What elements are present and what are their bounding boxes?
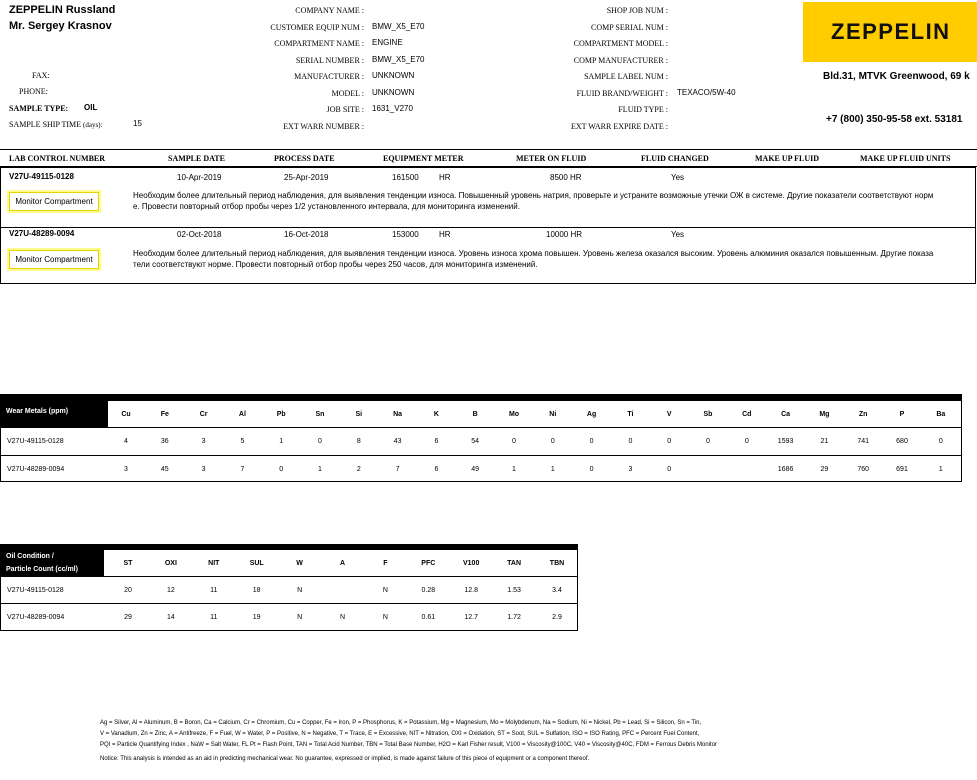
wear-metals-cell: 8 xyxy=(356,438,361,445)
wear-metals-cell: 36 xyxy=(160,438,169,445)
wear-metals-cell: 2 xyxy=(356,466,361,473)
sample-field-label-4: SAMPLE LABEL NUM : xyxy=(584,72,668,81)
sample-2-lab-number: V27U-48289-0094 xyxy=(9,229,75,238)
equip-field-label-4: MANUFACTURER : xyxy=(294,72,364,81)
wear-metals-cell: 7 xyxy=(395,466,400,473)
oil-condition-header-pfc: PFC xyxy=(421,560,436,567)
oil-condition-cell: 0.61 xyxy=(421,614,436,621)
header-fluid-changed: FLUID CHANGED xyxy=(641,154,709,163)
contact-phone: +7 (800) 350-95-58 ext. 53181 xyxy=(826,114,963,125)
fax-label: FAX: xyxy=(32,71,50,80)
wear-metals-cell: 1 xyxy=(938,466,943,473)
wear-metals-cell: 5 xyxy=(240,438,245,445)
wear-metals-header-sb: Sb xyxy=(703,411,713,418)
oil-condition-cell: 12 xyxy=(166,587,175,594)
wear-metals-cell: 1 xyxy=(318,466,322,473)
wear-metals-cell: 760 xyxy=(857,466,870,473)
sample-field-label-6: FLUID TYPE : xyxy=(618,105,668,114)
sample-field-label-7: EXT WARR EXPIRE DATE : xyxy=(570,121,668,131)
wear-metals-cell: 3 xyxy=(124,466,128,473)
oil-condition-cell: 20 xyxy=(124,587,132,594)
wear-metals-cell: 49 xyxy=(471,466,480,473)
sample-2-fluid-changed: Yes xyxy=(671,230,685,239)
wear-metals-cell: 45 xyxy=(160,466,169,473)
oil-condition-header-oxi: OXI xyxy=(164,560,177,567)
header-meter-on-fluid: METER ON FLUID xyxy=(516,154,587,163)
wear-metals-cell: 680 xyxy=(896,438,908,445)
oil-condition-cell: 3.4 xyxy=(552,587,562,594)
abbreviation-legend: Ag = Silver, Al = Aluminum, B = Boron, Ca = Calcium, Cr = Chromium, Cu = Copper, Fe = Iron, P = Phosphorus, K = Potassium, Mg = Magnesium, Mo = Molybdenum, Na = Sodium, Ni = Nickel, Pb = Lead, Si = Silicon, Sn = Tin, V = Vanadium, Zn = Zinc, A = Antifreeze, F = Fuel, W = Water, P = Positive, N = Negative, T = Trace, E = Excessive, NIT = Nitration, OXI = Oxidation, ST = Soot, SUL = Sulfation, ISO = ISO Rating, PFC = Percent Fuel Content, PQI = Particle Quantifying Index , NaW = Salt Water, FL Pt = Flash Point, TAN = Total Acid Number, TBN = Total Base Number, H2O = Karl Fisher result, V100 = Viscosity@100C, V40 = Viscosity@40C, FDM = Ferrous Debris Monitor xyxy=(100,720,718,748)
wear-metals-header-sn: Sn xyxy=(315,411,325,418)
header-process-date: PROCESS DATE xyxy=(274,154,335,163)
oil-condition-header-tan: TAN xyxy=(507,560,522,567)
wear-metals-cell: 3 xyxy=(201,466,206,473)
sample-1-status-badge: Monitor Compartment xyxy=(9,192,99,211)
oil-condition-title: Oil Condition / Particle Count (cc/ml) xyxy=(6,553,78,573)
sample-field-label-0: SHOP JOB NUM : xyxy=(606,6,668,15)
sample-field-value-5: TEXACO/5W-40 xyxy=(677,87,736,97)
oil-condition-header-sul: SUL xyxy=(249,560,264,567)
address: Bld.31, MTVK Greenwood, 69 k xyxy=(823,71,970,82)
wear-metals-cell: 0 xyxy=(628,438,633,445)
sample-2-process-date: 16-Oct-2018 xyxy=(284,230,329,239)
oil-condition-cell: 1.53 xyxy=(507,587,521,594)
wear-metals-header-pb: Pb xyxy=(276,411,286,418)
wear-metals-cell: 741 xyxy=(857,438,870,445)
equip-field-value-3: BMW_X5_E70 xyxy=(372,54,425,64)
oil-condition-cell: N xyxy=(297,587,303,594)
wear-metals-row-label: V27U-49115-0128 xyxy=(7,438,64,445)
wear-metals-cell: 6 xyxy=(434,466,439,473)
sample-1-equipment-meter: 161500 xyxy=(392,173,419,182)
wear-metals-header-mg: Mg xyxy=(819,411,830,418)
wear-metals-cell: 3 xyxy=(628,466,633,473)
oil-condition-row-label: V27U-48289-0094 xyxy=(7,614,65,621)
company-name: ZEPPELIN Russland xyxy=(9,4,116,16)
equip-field-value-4: UNKNOWN xyxy=(372,71,415,80)
phone-label: PHONE: xyxy=(19,87,48,96)
oil-condition-cell: 12.7 xyxy=(464,614,478,621)
oil-condition-header-st: ST xyxy=(123,560,133,567)
equip-field-value-6: 1631_V270 xyxy=(372,104,413,113)
header-lab-control-number: LAB CONTROL NUMBER xyxy=(9,154,106,163)
oil-condition-cell: 11 xyxy=(210,614,218,621)
sample-field-label-1: COMP SERIAL NUM : xyxy=(591,22,668,32)
sample-1-process-date: 25-Apr-2019 xyxy=(284,173,329,182)
wear-metals-cell: 6 xyxy=(434,438,439,445)
equip-field-label-2: COMPARTMENT NAME : xyxy=(274,39,364,48)
wear-metals-cell: 0 xyxy=(938,438,943,445)
sample-type-value: OIL xyxy=(84,103,98,112)
oil-condition-cell: N xyxy=(339,614,346,621)
wear-metals-header-fe: Fe xyxy=(160,411,169,418)
wear-metals-header-zn: Zn xyxy=(858,411,868,418)
sample-2-equipment-meter: 153000 xyxy=(392,230,419,239)
equip-field-label-7: EXT WARR NUMBER : xyxy=(283,121,364,131)
header-sample-date: SAMPLE DATE xyxy=(168,154,225,163)
wear-metals-cell: 0 xyxy=(589,438,594,445)
wear-metals-cell: 3 xyxy=(201,438,206,445)
wear-metals-title: Wear Metals (ppm) xyxy=(6,408,69,415)
oil-condition-cell: 12.8 xyxy=(464,587,478,594)
wear-metals-header-cu: Cu xyxy=(121,411,131,418)
sample-1-fluid-changed: Yes xyxy=(671,173,685,182)
wear-metals-header-k: K xyxy=(433,411,439,418)
wear-metals-header-p: P xyxy=(899,411,905,418)
wear-metals-cell: 1 xyxy=(512,466,516,473)
wear-metals-cell: 1 xyxy=(279,438,284,445)
oil-condition-cell: N xyxy=(382,614,388,621)
wear-metals-cell: 7 xyxy=(240,466,245,473)
sample-1-equipment-unit: HR xyxy=(439,173,451,182)
header-equipment-meter: EQUIPMENT METER xyxy=(383,154,464,163)
equip-field-label-6: JOB SITE : xyxy=(326,105,364,114)
sample-type-label: SAMPLE TYPE: xyxy=(9,104,69,113)
wear-metals-cell: 0 xyxy=(318,438,322,445)
sample-1-note: Необходим более длительный период наблюдения, для выявления тенденции износа. Повышенный уровень натрия, проверьте и устраните возможные утечки ОЖ в системе. Другие показатели соответствуют норм е. Провести повторный отбор пробы через 1/2 установленного интервала, для мониторинга изменений. xyxy=(133,191,934,211)
wear-metals-cell: 0 xyxy=(550,438,555,445)
notice: Notice: This analysis is intended as an aid in predicting mechanical wear. No guarantee, expressed or implied, is made against failure of this piece of equipment or a component thereof. xyxy=(100,756,590,762)
wear-metals-cell: 4 xyxy=(124,438,128,445)
wear-metals-cell: 0 xyxy=(706,438,710,445)
header-make-up-fluid: MAKE UP FLUID xyxy=(755,154,819,163)
wear-metals-cell: 21 xyxy=(820,438,829,445)
wear-metals-header-mo: Mo xyxy=(508,411,520,418)
wear-metals-cell: 1593 xyxy=(777,438,794,445)
oil-condition-header-tbn: TBN xyxy=(549,560,565,567)
wear-metals-cell: 29 xyxy=(820,466,829,473)
wear-metals-cell: 43 xyxy=(393,438,402,445)
contact-name: Mr. Sergey Krasnov xyxy=(9,20,112,32)
equip-field-value-2: ENGINE xyxy=(372,38,403,47)
wear-metals-header-ag: Ag xyxy=(586,411,597,418)
wear-metals-header-ti: Ti xyxy=(627,411,634,418)
sample-ship-time-label: SAMPLE SHIP TIME (days): xyxy=(9,120,103,129)
wear-metals-header-na: Na xyxy=(393,411,403,418)
wear-metals-header-cd: Cd xyxy=(742,411,752,418)
oil-condition-cell: 29 xyxy=(124,614,132,621)
wear-metals-cell: 1 xyxy=(550,466,555,473)
wear-metals-header-al: Al xyxy=(238,411,246,418)
equip-field-label-1: CUSTOMER EQUIP NUM : xyxy=(270,22,364,32)
wear-metals-header-ba: Ba xyxy=(936,411,946,418)
wear-metals-cell: 0 xyxy=(589,466,594,473)
wear-metals-row-label: V27U-48289-0094 xyxy=(7,466,65,473)
oil-condition-cell: 19 xyxy=(252,614,261,621)
equip-field-value-1: BMW_X5_E70 xyxy=(372,21,425,31)
sample-field-label-5: FLUID BRAND/WEIGHT : xyxy=(576,88,668,98)
sample-ship-time-value: 15 xyxy=(133,119,142,128)
oil-condition-cell: N xyxy=(297,614,303,621)
header-make-up-fluid-units: MAKE UP FLUID UNITS xyxy=(860,154,951,163)
wear-metals-header-b: B xyxy=(472,411,478,418)
sample-1-sample-date: 10-Apr-2019 xyxy=(177,173,222,182)
wear-metals-header-ni: Ni xyxy=(549,411,557,418)
oil-condition-cell: 11 xyxy=(210,587,218,594)
zeppelin-logo: ZEPPELIN xyxy=(803,2,977,62)
sample-2-note: Необходим более длительный период наблюдения, для выявления тенденции износа. Уровень износа хрома повышен. Уровень железа оказался высоким. Уровень алюминия оказался повышенным. Другие показа тели соответствуют норме. Провести повторный отбор пробы через 250 часов, для мониторинга изменений. xyxy=(133,249,934,269)
oil-condition-cell: 2.9 xyxy=(552,614,562,621)
sample-field-label-3: COMP MANUFACTURER : xyxy=(573,55,668,65)
wear-metals-header-v: V xyxy=(666,411,672,418)
sample-1-lab-number: V27U-49115-0128 xyxy=(9,172,74,181)
oil-condition-header-v100: V100 xyxy=(463,560,480,567)
sample-1-meter-on-fluid: 8500 HR xyxy=(550,173,582,182)
wear-metals-cell: 691 xyxy=(896,466,908,473)
oil-condition-cell: 0.28 xyxy=(421,587,436,594)
wear-metals-cell: 1686 xyxy=(777,466,794,473)
oil-condition-header-nit: NIT xyxy=(208,560,220,567)
oil-condition-header-f: F xyxy=(383,560,388,567)
wear-metals-cell: 0 xyxy=(667,438,672,445)
equip-field-label-0: COMPANY NAME : xyxy=(295,6,364,15)
sample-2-status-badge: Monitor Compartment xyxy=(9,250,99,269)
oil-condition-cell: 1.72 xyxy=(507,614,521,621)
equip-field-label-5: MODEL : xyxy=(331,88,364,98)
equip-field-label-3: SERIAL NUMBER : xyxy=(295,55,364,65)
sample-2-equipment-unit: HR xyxy=(439,230,451,239)
sample-field-label-2: COMPARTMENT MODEL : xyxy=(573,39,668,48)
sample-2-meter-on-fluid: 10000 HR xyxy=(546,230,583,239)
oil-condition-cell: N xyxy=(382,587,388,594)
oil-condition-header-w: W xyxy=(296,560,303,567)
oil-condition-cell: 14 xyxy=(166,614,175,621)
sample-2-sample-date: 02-Oct-2018 xyxy=(177,230,222,239)
oil-condition-header-a: A xyxy=(339,560,346,567)
wear-metals-cell: 0 xyxy=(512,438,516,445)
wear-metals-header-si: Si xyxy=(355,411,363,418)
oil-condition-row-label: V27U-49115-0128 xyxy=(7,587,64,594)
wear-metals-header-ca: Ca xyxy=(781,411,791,418)
wear-metals-cell: 0 xyxy=(279,466,284,473)
wear-metals-header-cr: Cr xyxy=(199,411,208,418)
wear-metals-cell: 0 xyxy=(667,466,672,473)
wear-metals-cell: 0 xyxy=(744,438,749,445)
wear-metals-cell: 54 xyxy=(471,438,480,445)
equip-field-value-5: UNKNOWN xyxy=(372,87,415,97)
oil-condition-cell: 18 xyxy=(252,587,261,594)
